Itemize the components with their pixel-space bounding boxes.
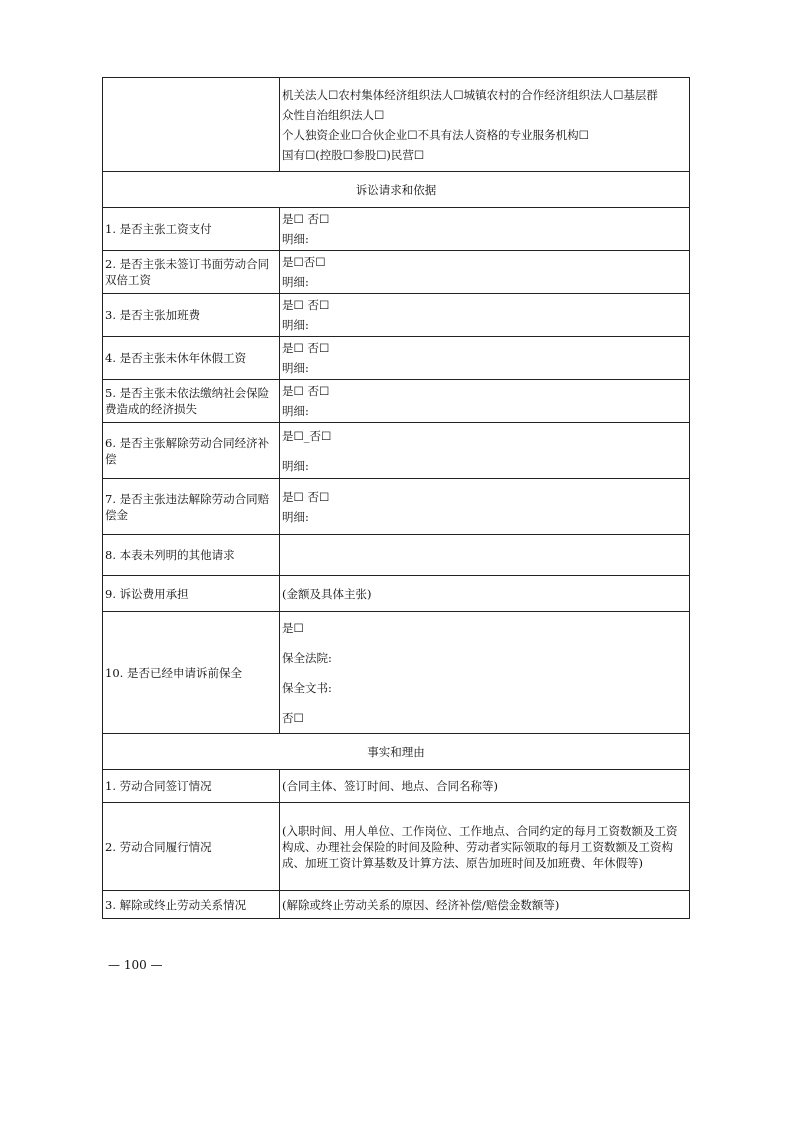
table-row <box>103 380 690 423</box>
preservation-answer <box>280 612 690 734</box>
other-claims-label: 8. 本表未列明的其他请求 <box>103 535 280 576</box>
claim-label <box>103 251 280 294</box>
other-claims-field[interactable] <box>280 535 690 576</box>
facts-section-header <box>103 734 690 770</box>
claim-label: 3. 是否主张加班费 <box>103 294 280 337</box>
yes-no-checkbox[interactable]: 是☐ 否☐ <box>282 384 330 398</box>
claim-answer <box>280 479 690 535</box>
entity-type-options <box>280 78 690 172</box>
table-row <box>103 337 690 380</box>
yes-no-checkbox[interactable]: 是☐ 否☐ <box>282 212 330 226</box>
claims-section-title: 诉讼请求和依据 <box>103 172 690 208</box>
detail-field[interactable]: 明细: <box>282 509 309 524</box>
page-number: — 100 — <box>108 958 163 972</box>
claim-label: 1. 是否主张工资支付 <box>103 208 280 251</box>
preservation-label: 10. 是否已经申请诉前保全 <box>103 612 280 734</box>
entity-type-label-cell <box>103 78 280 172</box>
table-row <box>103 803 690 891</box>
entity-type-row <box>103 78 690 172</box>
facts-section-title: 事实和理由 <box>103 734 690 770</box>
fact-field[interactable]: (合同主体、签订时间、地点、合同名称等) <box>280 770 690 803</box>
fact-field[interactable] <box>280 803 690 891</box>
yes-checkbox[interactable]: 是☐ <box>282 620 304 635</box>
litigation-costs-field[interactable]: (金额及具体主张) <box>280 576 690 612</box>
detail-field[interactable]: 明细: <box>282 361 309 375</box>
fact-label: 1. 劳动合同签订情况 <box>103 770 280 803</box>
claim-label-text: 7. 是否主张违法解除劳动合同赔偿金 <box>105 491 270 522</box>
litigation-costs-label: 9. 诉讼费用承担 <box>103 576 280 612</box>
table-row <box>103 251 690 294</box>
entity-type-line: 机关法人☐农村集体经济组织法人☐城镇农村的合作经济组织法人☐基层群 <box>282 87 658 102</box>
detail-field[interactable]: 明细: <box>282 232 309 246</box>
table-row <box>103 770 690 803</box>
spacer <box>282 638 687 648</box>
table-row <box>103 891 690 919</box>
detail-field[interactable]: 明细: <box>282 318 309 332</box>
complaint-form-table <box>102 77 690 919</box>
claim-label-text: 5. 是否主张未依法缴纳社会保险费造成的经济损失 <box>105 386 270 416</box>
table-row <box>103 479 690 535</box>
claim-label: 4. 是否主张未休年休假工资 <box>103 337 280 380</box>
claim-label <box>103 380 280 423</box>
preservation-document-field[interactable]: 保全文书: <box>282 680 332 695</box>
fact-label: 2. 劳动合同履行情况 <box>103 803 280 891</box>
detail-field[interactable]: 明细: <box>282 275 309 289</box>
table-row <box>103 208 690 251</box>
yes-no-checkbox[interactable]: 是☐ 否☐ <box>282 298 330 312</box>
claim-answer <box>280 208 690 251</box>
fact-field[interactable]: (解除或终止劳动关系的原因、经济补偿/赔偿金数额等) <box>280 891 690 919</box>
claim-label <box>103 423 280 479</box>
table-row <box>103 612 690 734</box>
detail-field[interactable]: 明细: <box>282 404 309 418</box>
claim-label <box>103 479 280 535</box>
fact-field-text: (入职时间、用人单位、工作岗位、工作地点、合同约定的每月工资数额及工资构成、办理社会保险的时间及险种、劳动者实际领取的每月工资数额及工资构成、加班工资计算基数及计算方法、原告加班时间及加班费、年休假等) <box>282 823 678 870</box>
claim-answer <box>280 337 690 380</box>
yes-no-checkbox[interactable]: 是☐_否☐ <box>282 428 332 443</box>
table-row <box>103 423 690 479</box>
claims-section-header <box>103 172 690 208</box>
no-checkbox[interactable]: 否☐ <box>282 710 304 725</box>
spacer <box>282 698 687 708</box>
table-row <box>103 576 690 612</box>
detail-field[interactable]: 明细: <box>282 458 309 473</box>
claim-answer <box>280 380 690 423</box>
preservation-court-field[interactable]: 保全法院: <box>282 650 332 665</box>
table-row <box>103 535 690 576</box>
entity-type-line: 众性自治组织法人☐ <box>282 107 385 122</box>
spacer <box>282 446 687 456</box>
claim-answer <box>280 423 690 479</box>
entity-type-line: 个人独资企业☐合伙企业☐不具有法人资格的专业服务机构☐ <box>282 127 589 142</box>
claim-answer <box>280 251 690 294</box>
table-row <box>103 294 690 337</box>
yes-no-checkbox[interactable]: 是☐ 否☐ <box>282 341 330 355</box>
entity-type-line: 国有☐(控股☐参股☐)民营☐ <box>282 147 425 162</box>
claim-label-text: 2. 是否主张未签订书面劳动合同双倍工资 <box>105 257 270 287</box>
claim-label-text: 6. 是否主张解除劳动合同经济补偿 <box>105 435 270 466</box>
claim-answer <box>280 294 690 337</box>
spacer <box>282 668 687 678</box>
yes-no-checkbox[interactable]: 是☐ 否☐ <box>282 489 330 504</box>
yes-no-checkbox[interactable]: 是☐否☐ <box>282 255 326 269</box>
fact-label: 3. 解除或终止劳动关系情况 <box>103 891 280 919</box>
